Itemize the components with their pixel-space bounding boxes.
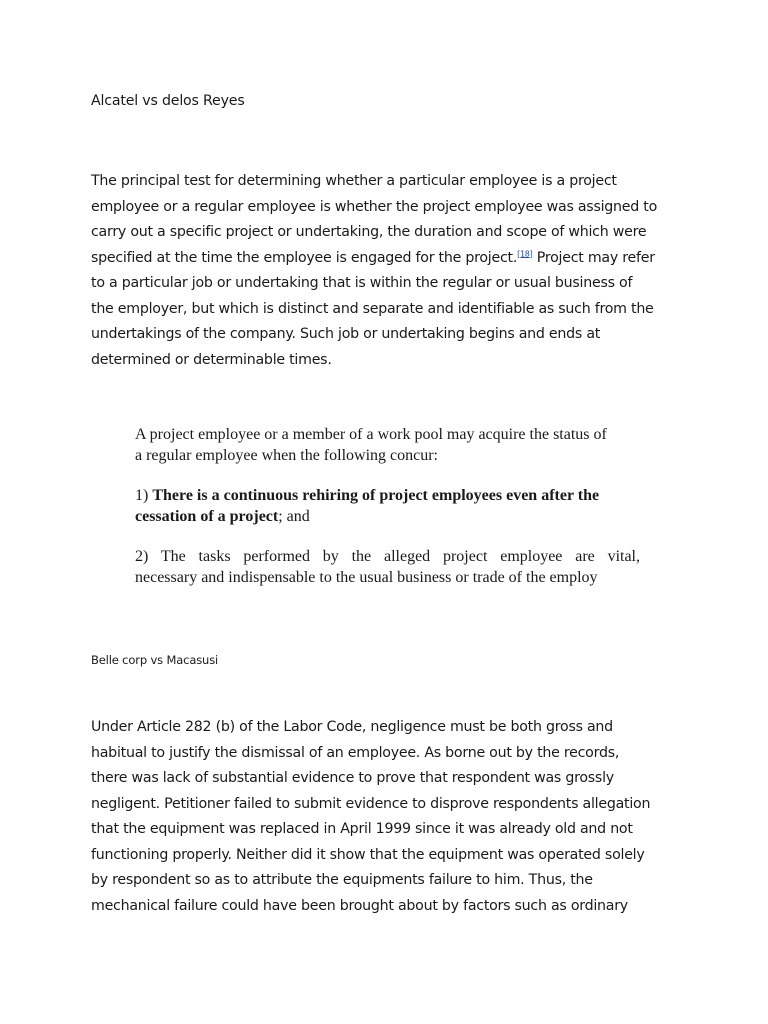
paragraph-line: employee or a regular employee is whether the project employee was assigned to [91, 198, 658, 215]
paragraph-project-employee-test [91, 169, 691, 373]
paragraph-negligence [91, 715, 691, 919]
footnote-link[interactable]: [18] [517, 248, 533, 258]
paragraph-line: determined or determinable times. [91, 351, 332, 368]
paragraph-text: Project may refer [532, 249, 655, 266]
paragraph-line: the employer, but which is distinct and separate and identifiable as such from the [91, 300, 654, 317]
paragraph-line: functioning properly. Neither did it show that the equipment was operated solely [91, 846, 645, 863]
quote-line [135, 506, 640, 527]
paragraph-line: Under Article 282 (b) of the Labor Code, negligence must be both gross and [91, 719, 613, 735]
paragraph-line: there was lack of substantial evidence to prove that respondent was grossly [91, 770, 614, 786]
quote-intro [135, 424, 640, 466]
quote-item-2 [135, 546, 640, 588]
paragraph-line: by respondent so as to attribute the equipments failure to him. Thus, the [91, 872, 593, 888]
quote-line: A project employee or a member of a work pool may acquire the status of [135, 426, 607, 443]
paragraph-line: habitual to justify the dismissal of an employee. As borne out by the records, [91, 744, 620, 761]
case-title-belle-corp: Belle corp vs Macasusi [91, 653, 219, 667]
quote-item-1 [135, 485, 640, 527]
case-title-alcatel: Alcatel vs delos Reyes [91, 93, 245, 109]
paragraph-text: specified at the time the employee is engaged for the project. [91, 249, 518, 266]
paragraph-line: The principal test for determining whether a particular employee is a project [91, 173, 617, 189]
paragraph-line: that the equipment was replaced in April 1999 since it was already old and not [91, 821, 633, 837]
quote-line: 2) The tasks performed by the alleged project employee are vital, [135, 548, 640, 565]
paragraph-line: carry out a specific project or undertaking, the duration and scope of which were [91, 224, 647, 240]
item-number: 1) [135, 487, 153, 504]
bold-text: cessation of a project [135, 508, 279, 525]
paragraph-line: to a particular job or undertaking that is within the regular or usual business of [91, 275, 633, 291]
quote-line: a regular employee when the following concur: [135, 447, 438, 464]
paragraph-line: negligent. Petitioner failed to submit evidence to disprove respondents allegation [91, 795, 651, 812]
quote-line: necessary and indispensable to the usual business or trade of the employ [135, 569, 598, 586]
paragraph-line-with-footnote [91, 246, 691, 272]
paragraph-line: mechanical failure could have been brought about by factors such as ordinary [91, 897, 628, 914]
quote-line [135, 485, 640, 506]
item-tail: ; and [278, 508, 310, 525]
bold-text: There is a continuous rehiring of project employees even after the [152, 487, 600, 504]
paragraph-line: undertakings of the company. Such job or undertaking begins and ends at [91, 326, 601, 342]
